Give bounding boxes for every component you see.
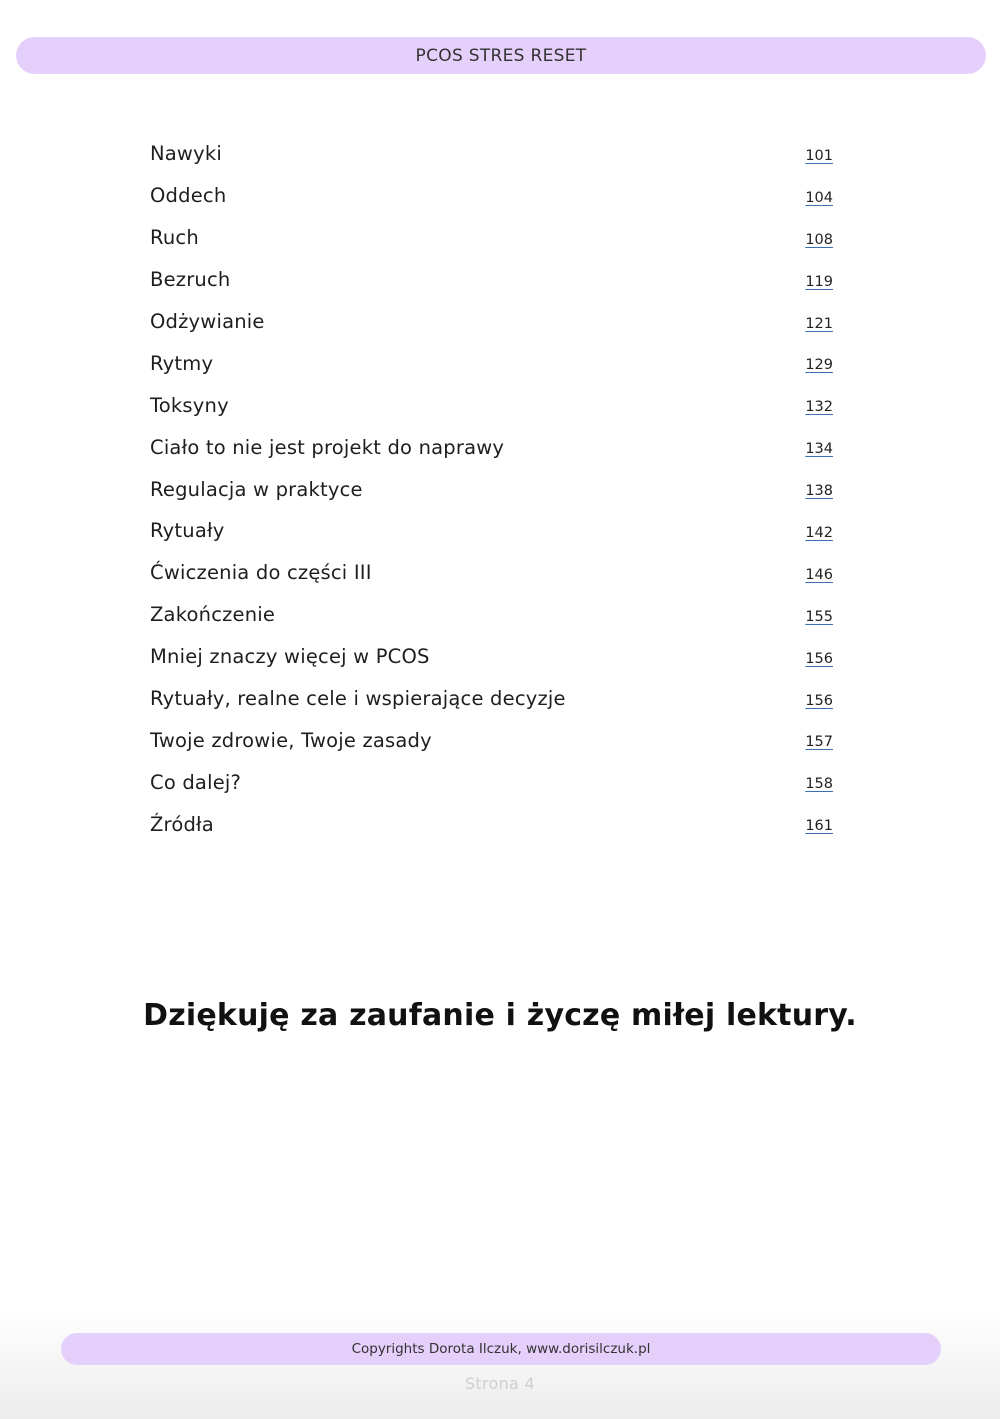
toc-entry-title: Regulacja w praktyce — [150, 477, 363, 501]
toc-page-link[interactable]: 129 — [805, 357, 833, 374]
closing-message: Dziękuję za zaufanie i życzę miłej lektury. — [143, 998, 857, 1033]
table-of-contents — [150, 133, 833, 845]
toc-entry — [150, 217, 833, 259]
toc-entry — [150, 301, 833, 343]
toc-entry — [150, 594, 833, 636]
toc-page-link[interactable]: 156 — [805, 650, 833, 667]
toc-entry — [150, 133, 833, 175]
toc-entry — [150, 803, 833, 845]
toc-entry — [150, 719, 833, 761]
toc-entry-title: Rytuały, realne cele i wspierające decyzje — [150, 687, 566, 711]
toc-entry-title: Źródła — [150, 812, 214, 836]
toc-entry-title: Oddech — [150, 184, 227, 208]
copyright-text: Copyrights Dorota Ilczuk, www.dorisilczuk.pl — [351, 1341, 651, 1357]
toc-entry — [150, 761, 833, 803]
toc-page-link[interactable]: 138 — [805, 483, 833, 500]
toc-entry-title: Co dalej? — [150, 770, 242, 794]
toc-page-link[interactable]: 134 — [805, 441, 833, 458]
toc-entry — [150, 468, 833, 510]
toc-entry-title: Nawyki — [150, 142, 222, 166]
toc-entry-title: Mniej znaczy więcej w PCOS — [150, 645, 430, 669]
toc-page-link[interactable]: 146 — [805, 566, 833, 583]
toc-entry-title: Odżywianie — [150, 310, 265, 333]
toc-page-link[interactable]: 142 — [805, 524, 833, 541]
toc-entry-title: Ruch — [150, 226, 199, 250]
toc-page-link[interactable]: 104 — [805, 189, 833, 206]
toc-entry-title: Rytuały — [150, 519, 225, 543]
footer-band — [61, 1333, 941, 1365]
toc-page-link[interactable]: 119 — [805, 273, 833, 290]
toc-page-link[interactable]: 108 — [805, 231, 833, 248]
toc-entry-title: Bezruch — [150, 268, 231, 292]
toc-entry — [150, 175, 833, 217]
toc-page-link[interactable]: 155 — [805, 608, 833, 625]
toc-entry-title: Toksyny — [150, 393, 229, 417]
toc-entry — [150, 510, 833, 552]
toc-page-link[interactable]: 161 — [805, 818, 833, 835]
toc-entry-title: Rytmy — [150, 351, 214, 375]
toc-page-link[interactable]: 157 — [805, 734, 833, 751]
toc-page-link[interactable]: 158 — [805, 776, 833, 793]
toc-entry — [150, 552, 833, 594]
toc-entry — [150, 636, 833, 678]
toc-entry — [150, 678, 833, 720]
toc-page-link[interactable]: 101 — [805, 147, 833, 164]
toc-page-link[interactable]: 156 — [805, 692, 833, 709]
toc-entry — [150, 259, 833, 301]
toc-entry — [150, 426, 833, 468]
document-title: PCOS STRES RESET — [415, 45, 587, 66]
page-number: Strona 4 — [464, 1374, 536, 1393]
toc-entry — [150, 342, 833, 384]
toc-entry-title: Zakończenie — [150, 603, 276, 627]
toc-entry-title: Twoje zdrowie, Twoje zasady — [150, 728, 432, 752]
toc-entry — [150, 384, 833, 426]
toc-entry-title: Ćwiczenia do części III — [150, 561, 372, 585]
header-band — [16, 37, 986, 74]
toc-page-link[interactable]: 132 — [805, 399, 833, 416]
toc-page-link[interactable]: 121 — [805, 315, 833, 332]
toc-entry-title: Ciało to nie jest projekt do naprawy — [150, 435, 505, 459]
